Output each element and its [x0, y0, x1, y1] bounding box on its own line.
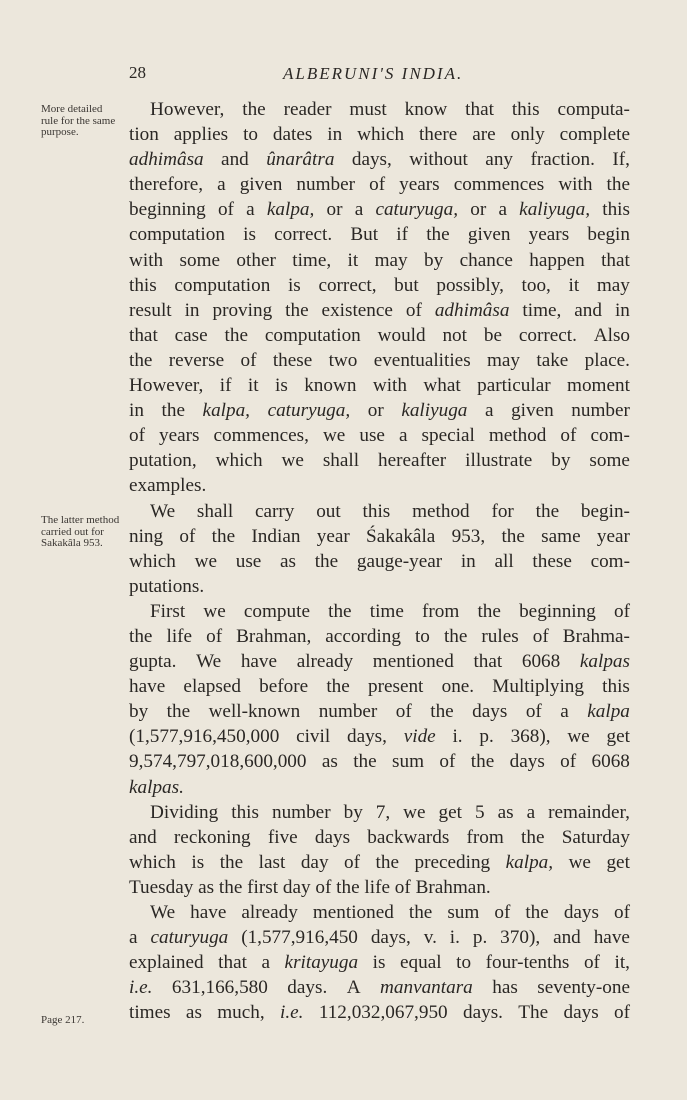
text-line: (1,577,916,450,000 civil days, vide i. p. 368), we get: [129, 726, 630, 748]
text-line: We have already mentioned the sum of the days of: [150, 902, 630, 923]
page-number: 28: [129, 63, 146, 82]
text-line: in the kalpa, caturyuga, or kaliyuga a given number: [129, 400, 630, 422]
text-line: putations.: [129, 575, 205, 597]
margin-note: The latter method carried out for Sakakâla 953.: [41, 514, 120, 549]
text-line: adhimâsa and ûnarâtra days, without any fraction. If,: [129, 149, 630, 171]
text-line: 9,574,797,018,600,000 as the sum of the days of 6068: [129, 751, 630, 773]
text-line: therefore, a given number of years commences with the: [129, 174, 630, 196]
running-head: ALBERUNI'S INDIA.: [283, 64, 464, 83]
text-line: However, the reader must know that this computa-: [150, 99, 630, 120]
text-line: beginning of a kalpa, or a caturyuga, or a kaliyuga, this: [129, 199, 630, 221]
text-line: explained that a kritayuga is equal to four-tenths of it,: [129, 952, 630, 974]
text-line: have elapsed before the present one. Multiplying this: [129, 676, 630, 698]
text-line: that case the computation would not be correct. Also: [129, 324, 630, 346]
text-line: the reverse of these two eventualities may take place.: [129, 349, 630, 371]
text-line: by the well-known number of the days of a kalpa: [129, 701, 630, 723]
text-line: times as much, i.e. 112,032,067,950 days. The days of: [129, 1002, 630, 1024]
text-line: ning of the Indian year Śakakâla 953, the same year: [129, 525, 630, 547]
text-line: First we compute the time from the beginning of: [150, 600, 630, 622]
text-line: computation is correct. But if the given years begin: [129, 224, 630, 246]
text-line: which we use as the gauge-year in all these com-: [129, 550, 630, 572]
text-line: Dividing this number by 7, we get 5 as a remainder,: [150, 801, 630, 823]
text-line: with some other time, it may by chance happen that: [129, 249, 630, 271]
text-line: i.e. 631,166,580 days. A manvantara has seventy-one: [129, 977, 630, 999]
body-text: [129, 97, 630, 1025]
text-line: Tuesday as the first day of the life of Brahman.: [129, 876, 491, 898]
text-line: the life of Brahman, according to the rules of Brahma-: [129, 625, 630, 647]
text-line: putation, which we shall hereafter illustrate by some: [129, 450, 630, 472]
margin-note: More detailed rule for the same purpose.: [41, 103, 116, 138]
text-line: We shall carry out this method for the begin-: [150, 500, 630, 522]
text-line: However, if it is known with what particular moment: [129, 375, 630, 397]
text-line: examples.: [129, 475, 207, 497]
text-line: a caturyuga (1,577,916,450 days, v. i. p. 370), and have: [129, 927, 630, 949]
text-line: which is the last day of the preceding kalpa, we get: [129, 851, 630, 873]
margin-note: Page 217.: [41, 1014, 85, 1026]
text-line: and reckoning five days backwards from the Saturday: [129, 826, 630, 848]
text-line: gupta. We have already mentioned that 6068 kalpas: [129, 651, 630, 673]
text-line: result in proving the existence of adhimâsa time, and in: [129, 299, 630, 321]
text-line: tion applies to dates in which there are only complete: [129, 124, 630, 146]
text-line: kalpas.: [129, 776, 184, 798]
text-line: of years commences, we use a special method of com-: [129, 425, 630, 447]
text-line: this computation is correct, but possibly, too, it may: [129, 274, 630, 296]
